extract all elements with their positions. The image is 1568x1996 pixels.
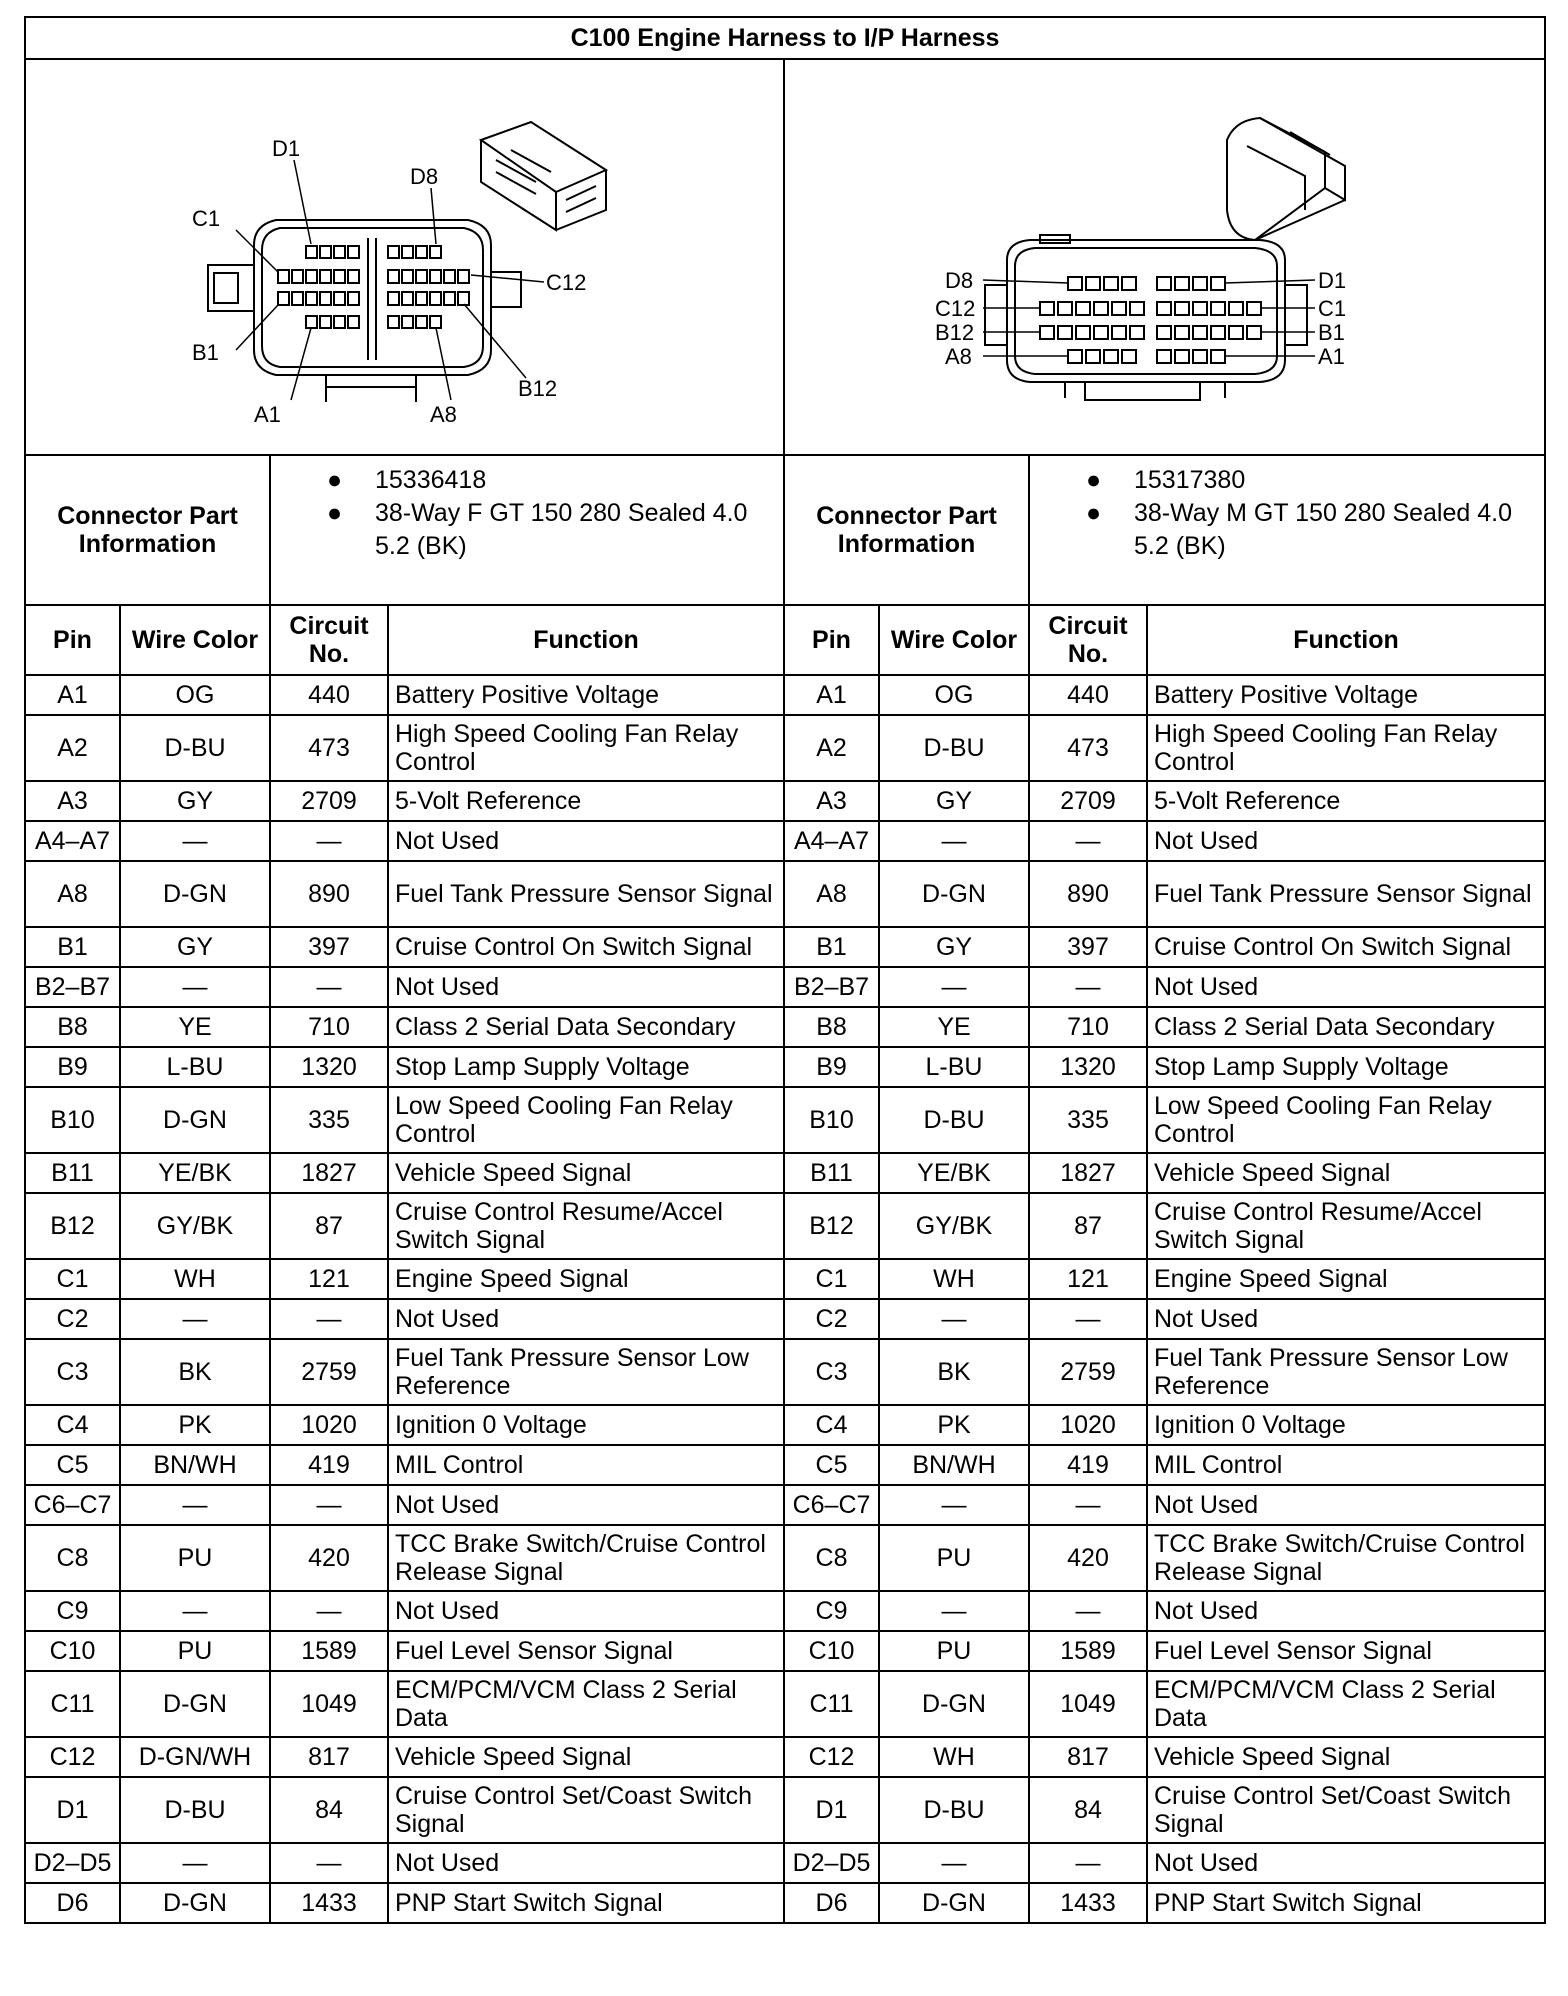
right-wire-color-cell: D-GN (879, 861, 1029, 927)
right-function-cell: MIL Control (1147, 1445, 1545, 1485)
left-pin-cell: B10 (25, 1087, 120, 1153)
right-wire-color-cell: YE/BK (879, 1153, 1029, 1193)
left-connector-part-label: Connector Part Information (25, 455, 270, 605)
left-function-cell: ECM/PCM/VCM Class 2 Serial Data (388, 1671, 784, 1737)
right-wire-color-cell: GY (879, 927, 1029, 967)
left-pin-cell: A8 (25, 861, 120, 927)
table-row (25, 1631, 1545, 1671)
col-header-circuit (270, 605, 388, 675)
right-function-cell: Not Used (1147, 1299, 1545, 1339)
left-circuit-cell: 2759 (270, 1339, 388, 1405)
right-function-cell: Fuel Tank Pressure Sensor Low Reference (1147, 1339, 1545, 1405)
right-wire-color-cell: PU (879, 1525, 1029, 1591)
col-header-circuit (1029, 605, 1147, 675)
left-wire-color-cell: PK (120, 1405, 270, 1445)
table-row (25, 1843, 1545, 1883)
left-function-cell: Fuel Level Sensor Signal (388, 1631, 784, 1671)
right-function-cell: High Speed Cooling Fan Relay Control (1147, 715, 1545, 781)
right-circuit-cell: 419 (1029, 1445, 1147, 1485)
right-function-cell: Vehicle Speed Signal (1147, 1153, 1545, 1193)
left-circuit-cell: 121 (270, 1259, 388, 1299)
left-wire-color-cell: YE/BK (120, 1153, 270, 1193)
right-function-cell: Not Used (1147, 1591, 1545, 1631)
left-function-cell: Battery Positive Voltage (388, 675, 784, 715)
left-circuit-cell: — (270, 1843, 388, 1883)
right-part-number-item (1034, 464, 1540, 497)
right-circuit-cell: 1827 (1029, 1153, 1147, 1193)
right-pin-cell: C10 (784, 1631, 879, 1671)
left-circuit-cell: — (270, 1591, 388, 1631)
right-pin-cell: B10 (784, 1087, 879, 1153)
table-row (25, 1153, 1545, 1193)
left-part-description: 38-Way F GT 150 280 Sealed 4.0 5.2 (BK) (375, 499, 748, 560)
right-function-cell: Not Used (1147, 821, 1545, 861)
label-b1: B1 (1318, 320, 1345, 345)
left-function-cell: Fuel Tank Pressure Sensor Signal (388, 861, 784, 927)
male-connector-body (985, 235, 1307, 400)
left-function-cell: Cruise Control Set/Coast Switch Signal (388, 1777, 784, 1843)
left-wire-color-cell: — (120, 821, 270, 861)
right-circuit-cell: 1020 (1029, 1405, 1147, 1445)
col-header-wire-color: Wire Color (120, 605, 270, 675)
left-pin-cell: C2 (25, 1299, 120, 1339)
table-row (25, 821, 1545, 861)
right-wire-color-cell: OG (879, 675, 1029, 715)
right-circuit-cell: 2759 (1029, 1339, 1147, 1405)
left-function-cell: Vehicle Speed Signal (388, 1737, 784, 1777)
connector-sheet (24, 16, 1544, 1924)
left-part-description-item (275, 497, 779, 563)
left-wire-color-cell: — (120, 967, 270, 1007)
left-pin-cell: B9 (25, 1047, 120, 1087)
right-wire-color-cell: BK (879, 1339, 1029, 1405)
left-pin-cell: B2–B7 (25, 967, 120, 1007)
table-row (25, 1445, 1545, 1485)
left-wire-color-cell: GY (120, 781, 270, 821)
right-pin-cell: D6 (784, 1883, 879, 1923)
left-circuit-cell: 710 (270, 1007, 388, 1047)
right-circuit-cell: 1049 (1029, 1671, 1147, 1737)
left-circuit-cell: 419 (270, 1445, 388, 1485)
left-function-cell: Not Used (388, 1591, 784, 1631)
table-row (25, 675, 1545, 715)
left-function-cell: Not Used (388, 1843, 784, 1883)
right-circuit-cell: 87 (1029, 1193, 1147, 1259)
right-wire-color-cell: D-BU (879, 1777, 1029, 1843)
right-wire-color-cell: GY/BK (879, 1193, 1029, 1259)
right-function-cell: Fuel Tank Pressure Sensor Signal (1147, 861, 1545, 927)
right-pin-cell: C2 (784, 1299, 879, 1339)
left-wire-color-cell: — (120, 1485, 270, 1525)
label-a8: A8 (945, 344, 972, 369)
right-pin-cell: A2 (784, 715, 879, 781)
left-part-number: 15336418 (375, 466, 487, 494)
left-function-cell: MIL Control (388, 1445, 784, 1485)
right-function-cell: Low Speed Cooling Fan Relay Control (1147, 1087, 1545, 1153)
table-row (25, 1339, 1545, 1405)
right-function-cell: TCC Brake Switch/Cruise Control Release Signal (1147, 1525, 1545, 1591)
right-function-cell: ECM/PCM/VCM Class 2 Serial Data (1147, 1671, 1545, 1737)
label-d1: D1 (272, 136, 301, 161)
right-circuit-cell: 2709 (1029, 781, 1147, 821)
left-function-cell: Class 2 Serial Data Secondary (388, 1007, 784, 1047)
female-leader-lines (236, 160, 544, 400)
left-function-cell: High Speed Cooling Fan Relay Control (388, 715, 784, 781)
right-wire-color-cell: L-BU (879, 1047, 1029, 1087)
left-wire-color-cell: D-BU (120, 1777, 270, 1843)
left-wire-color-cell: BK (120, 1339, 270, 1405)
right-circuit-cell: 473 (1029, 715, 1147, 781)
col-header-function: Function (388, 605, 784, 675)
left-circuit-cell: 890 (270, 861, 388, 927)
label-d8: D8 (410, 164, 439, 189)
table-title: C100 Engine Harness to I/P Harness (25, 17, 1545, 59)
right-part-description: 38-Way M GT 150 280 Sealed 4.0 5.2 (BK) (1134, 499, 1512, 560)
right-function-cell: Cruise Control Set/Coast Switch Signal (1147, 1777, 1545, 1843)
table-row (25, 1007, 1545, 1047)
left-wire-color-cell: WH (120, 1259, 270, 1299)
left-function-cell: Stop Lamp Supply Voltage (388, 1047, 784, 1087)
left-wire-color-cell: GY (120, 927, 270, 967)
left-circuit-cell: 440 (270, 675, 388, 715)
right-connector-part-label: Connector Part Information (784, 455, 1029, 605)
right-wire-color-cell: — (879, 1591, 1029, 1631)
table-row (25, 1193, 1545, 1259)
left-function-cell: TCC Brake Switch/Cruise Control Release Signal (388, 1525, 784, 1591)
right-wire-color-cell: — (879, 967, 1029, 1007)
left-circuit-cell: 87 (270, 1193, 388, 1259)
left-circuit-cell: 397 (270, 927, 388, 967)
label-b1: B1 (192, 340, 219, 365)
right-wire-color-cell: GY (879, 781, 1029, 821)
left-circuit-cell: 1020 (270, 1405, 388, 1445)
right-function-cell: Not Used (1147, 1485, 1545, 1525)
left-pin-cell: C8 (25, 1525, 120, 1591)
right-pin-cell: A1 (784, 675, 879, 715)
right-wire-color-cell: D-GN (879, 1671, 1029, 1737)
left-function-cell: Not Used (388, 1485, 784, 1525)
table-row (25, 927, 1545, 967)
table-row (25, 1405, 1545, 1445)
right-pin-cell: C12 (784, 1737, 879, 1777)
left-pin-cell: C9 (25, 1591, 120, 1631)
right-wire-color-cell: WH (879, 1259, 1029, 1299)
left-wire-color-cell: D-GN (120, 1087, 270, 1153)
left-function-cell: Not Used (388, 1299, 784, 1339)
table-row (25, 1737, 1545, 1777)
female-connector-diagram (26, 60, 785, 454)
left-circuit-cell: 420 (270, 1525, 388, 1591)
left-function-cell: Cruise Control Resume/Accel Switch Signal (388, 1193, 784, 1259)
left-circuit-cell: 1049 (270, 1671, 388, 1737)
left-pin-cell: C1 (25, 1259, 120, 1299)
left-function-cell: Ignition 0 Voltage (388, 1405, 784, 1445)
left-pin-cell: D2–D5 (25, 1843, 120, 1883)
col-header-circuit-line2: No. (308, 640, 350, 668)
left-pin-cell: A4–A7 (25, 821, 120, 861)
right-circuit-cell: 397 (1029, 927, 1147, 967)
right-function-cell: Class 2 Serial Data Secondary (1147, 1007, 1545, 1047)
table-row (25, 1777, 1545, 1843)
left-connector-part-info (270, 455, 784, 605)
right-part-number: 15317380 (1134, 466, 1246, 494)
right-pin-cell: C5 (784, 1445, 879, 1485)
right-function-cell: 5-Volt Reference (1147, 781, 1545, 821)
right-circuit-cell: 84 (1029, 1777, 1147, 1843)
label-a1: A1 (254, 402, 281, 427)
left-pin-cell: D6 (25, 1883, 120, 1923)
right-pin-cell: C1 (784, 1259, 879, 1299)
bullet-icon: ● (327, 466, 343, 494)
left-pin-cell: C10 (25, 1631, 120, 1671)
left-circuit-cell: 335 (270, 1087, 388, 1153)
bullet-icon: ● (1086, 466, 1102, 494)
left-function-cell: Not Used (388, 821, 784, 861)
right-circuit-cell: — (1029, 821, 1147, 861)
right-pin-cell: C6–C7 (784, 1485, 879, 1525)
left-pin-cell: B8 (25, 1007, 120, 1047)
female-pin-labels (192, 136, 586, 427)
left-part-number-item (275, 464, 779, 497)
right-wire-color-cell: — (879, 1299, 1029, 1339)
left-pin-cell: C11 (25, 1671, 120, 1737)
label-c12: C12 (935, 296, 976, 321)
right-pin-cell: B11 (784, 1153, 879, 1193)
table-row (25, 861, 1545, 927)
connector-table (24, 16, 1546, 1924)
right-pin-cell: C4 (784, 1405, 879, 1445)
left-wire-color-cell: BN/WH (120, 1445, 270, 1485)
left-circuit-cell: 1589 (270, 1631, 388, 1671)
right-wire-color-cell: — (879, 1485, 1029, 1525)
right-function-cell: Ignition 0 Voltage (1147, 1405, 1545, 1445)
left-wire-color-cell: D-BU (120, 715, 270, 781)
left-wire-color-cell: PU (120, 1631, 270, 1671)
right-wire-color-cell: D-BU (879, 715, 1029, 781)
col-header-wire-color: Wire Color (879, 605, 1029, 675)
label-c1: C1 (192, 206, 221, 231)
left-wire-color-cell: GY/BK (120, 1193, 270, 1259)
right-pin-cell: B1 (784, 927, 879, 967)
left-pin-cell: A3 (25, 781, 120, 821)
female-connector-body (208, 220, 521, 402)
right-pin-cell: B12 (784, 1193, 879, 1259)
col-header-circuit-line1: Circuit (1048, 612, 1128, 640)
table-row (25, 781, 1545, 821)
bullet-icon: ● (327, 499, 343, 527)
col-header-circuit-line1: Circuit (289, 612, 369, 640)
right-pin-cell: B8 (784, 1007, 879, 1047)
left-function-cell: 5-Volt Reference (388, 781, 784, 821)
label-c1: C1 (1318, 296, 1347, 321)
table-row (25, 715, 1545, 781)
label-a8: A8 (430, 402, 457, 427)
label-c12: C12 (546, 270, 587, 295)
label-b12: B12 (518, 376, 558, 401)
male-connector-diagram-cell (784, 59, 1545, 455)
left-circuit-cell: 84 (270, 1777, 388, 1843)
table-row (25, 967, 1545, 1007)
right-function-cell: Cruise Control On Switch Signal (1147, 927, 1545, 967)
male-connector-3d-icon (1227, 118, 1345, 240)
left-circuit-cell: — (270, 967, 388, 1007)
left-wire-color-cell: D-GN (120, 861, 270, 927)
male-leader-lines (983, 280, 1315, 356)
right-circuit-cell: 817 (1029, 1737, 1147, 1777)
label-d1: D1 (1318, 268, 1347, 293)
right-function-cell: Not Used (1147, 1843, 1545, 1883)
left-wire-color-cell: — (120, 1299, 270, 1339)
left-function-cell: Fuel Tank Pressure Sensor Low Reference (388, 1339, 784, 1405)
right-circuit-cell: — (1029, 1843, 1147, 1883)
table-row (25, 1525, 1545, 1591)
bullet-icon: ● (1086, 499, 1102, 527)
right-wire-color-cell: PK (879, 1405, 1029, 1445)
right-circuit-cell: 1320 (1029, 1047, 1147, 1087)
right-circuit-cell: 121 (1029, 1259, 1147, 1299)
right-pin-cell: B9 (784, 1047, 879, 1087)
left-pin-cell: B1 (25, 927, 120, 967)
left-function-cell: Cruise Control On Switch Signal (388, 927, 784, 967)
right-wire-color-cell: BN/WH (879, 1445, 1029, 1485)
left-pin-cell: C6–C7 (25, 1485, 120, 1525)
col-header-function: Function (1147, 605, 1545, 675)
right-function-cell: Cruise Control Resume/Accel Switch Signal (1147, 1193, 1545, 1259)
right-pin-cell: B2–B7 (784, 967, 879, 1007)
left-circuit-cell: 473 (270, 715, 388, 781)
right-function-cell: Battery Positive Voltage (1147, 675, 1545, 715)
label-d8: D8 (945, 268, 974, 293)
col-header-circuit-line2: No. (1067, 640, 1109, 668)
male-connector-diagram (785, 60, 1546, 454)
left-pin-cell: C12 (25, 1737, 120, 1777)
left-circuit-cell: 1320 (270, 1047, 388, 1087)
left-function-cell: Not Used (388, 967, 784, 1007)
female-pin-cavities (278, 246, 469, 328)
table-row (25, 1299, 1545, 1339)
right-function-cell: Stop Lamp Supply Voltage (1147, 1047, 1545, 1087)
right-circuit-cell: 440 (1029, 675, 1147, 715)
left-pin-cell: C3 (25, 1339, 120, 1405)
right-wire-color-cell: YE (879, 1007, 1029, 1047)
left-circuit-cell: 1433 (270, 1883, 388, 1923)
right-pin-cell: A8 (784, 861, 879, 927)
table-row (25, 1883, 1545, 1923)
left-wire-color-cell: L-BU (120, 1047, 270, 1087)
left-pin-cell: C5 (25, 1445, 120, 1485)
right-circuit-cell: 1433 (1029, 1883, 1147, 1923)
female-connector-diagram-cell (25, 59, 784, 455)
right-function-cell: Engine Speed Signal (1147, 1259, 1545, 1299)
right-wire-color-cell: PU (879, 1631, 1029, 1671)
left-circuit-cell: — (270, 1485, 388, 1525)
right-circuit-cell: 335 (1029, 1087, 1147, 1153)
right-circuit-cell: 420 (1029, 1525, 1147, 1591)
right-circuit-cell: — (1029, 1591, 1147, 1631)
right-circuit-cell: 890 (1029, 861, 1147, 927)
left-wire-color-cell: D-GN (120, 1883, 270, 1923)
right-function-cell: PNP Start Switch Signal (1147, 1883, 1545, 1923)
right-pin-cell: C9 (784, 1591, 879, 1631)
right-part-description-item (1034, 497, 1540, 563)
left-wire-color-cell: PU (120, 1525, 270, 1591)
female-connector-3d-icon (481, 122, 606, 230)
male-pin-cavities (1040, 277, 1261, 363)
right-pin-cell: D1 (784, 1777, 879, 1843)
table-row (25, 1671, 1545, 1737)
right-function-cell: Fuel Level Sensor Signal (1147, 1631, 1545, 1671)
right-pin-cell: D2–D5 (784, 1843, 879, 1883)
left-circuit-cell: — (270, 1299, 388, 1339)
left-wire-color-cell: — (120, 1843, 270, 1883)
right-circuit-cell: 1589 (1029, 1631, 1147, 1671)
left-circuit-cell: 1827 (270, 1153, 388, 1193)
left-wire-color-cell: YE (120, 1007, 270, 1047)
table-row (25, 1485, 1545, 1525)
label-a1: A1 (1318, 344, 1345, 369)
right-wire-color-cell: WH (879, 1737, 1029, 1777)
table-row (25, 1259, 1545, 1299)
left-function-cell: Engine Speed Signal (388, 1259, 784, 1299)
right-wire-color-cell: D-GN (879, 1883, 1029, 1923)
label-b12: B12 (935, 320, 975, 345)
col-header-pin: Pin (784, 605, 879, 675)
left-pin-cell: A1 (25, 675, 120, 715)
left-pin-cell: A2 (25, 715, 120, 781)
right-wire-color-cell: — (879, 821, 1029, 861)
left-function-cell: PNP Start Switch Signal (388, 1883, 784, 1923)
column-header-row (25, 605, 1545, 675)
left-wire-color-cell: — (120, 1591, 270, 1631)
left-wire-color-cell: D-GN/WH (120, 1737, 270, 1777)
right-wire-color-cell: — (879, 1843, 1029, 1883)
left-function-cell: Vehicle Speed Signal (388, 1153, 784, 1193)
left-circuit-cell: 2709 (270, 781, 388, 821)
right-wire-color-cell: D-BU (879, 1087, 1029, 1153)
right-pin-cell: A4–A7 (784, 821, 879, 861)
table-row (25, 1047, 1545, 1087)
left-pin-cell: B11 (25, 1153, 120, 1193)
right-pin-cell: C3 (784, 1339, 879, 1405)
col-header-pin: Pin (25, 605, 120, 675)
right-circuit-cell: — (1029, 967, 1147, 1007)
right-pin-cell: C11 (784, 1671, 879, 1737)
right-pin-cell: A3 (784, 781, 879, 821)
left-pin-cell: D1 (25, 1777, 120, 1843)
right-connector-part-info (1029, 455, 1545, 605)
right-function-cell: Not Used (1147, 967, 1545, 1007)
table-row (25, 1591, 1545, 1631)
left-wire-color-cell: D-GN (120, 1671, 270, 1737)
left-pin-cell: B12 (25, 1193, 120, 1259)
table-row (25, 1087, 1545, 1153)
left-function-cell: Low Speed Cooling Fan Relay Control (388, 1087, 784, 1153)
left-pin-cell: C4 (25, 1405, 120, 1445)
right-circuit-cell: — (1029, 1299, 1147, 1339)
right-function-cell: Vehicle Speed Signal (1147, 1737, 1545, 1777)
left-circuit-cell: 817 (270, 1737, 388, 1777)
left-circuit-cell: — (270, 821, 388, 861)
left-wire-color-cell: OG (120, 675, 270, 715)
right-circuit-cell: 710 (1029, 1007, 1147, 1047)
right-pin-cell: C8 (784, 1525, 879, 1591)
right-circuit-cell: — (1029, 1485, 1147, 1525)
